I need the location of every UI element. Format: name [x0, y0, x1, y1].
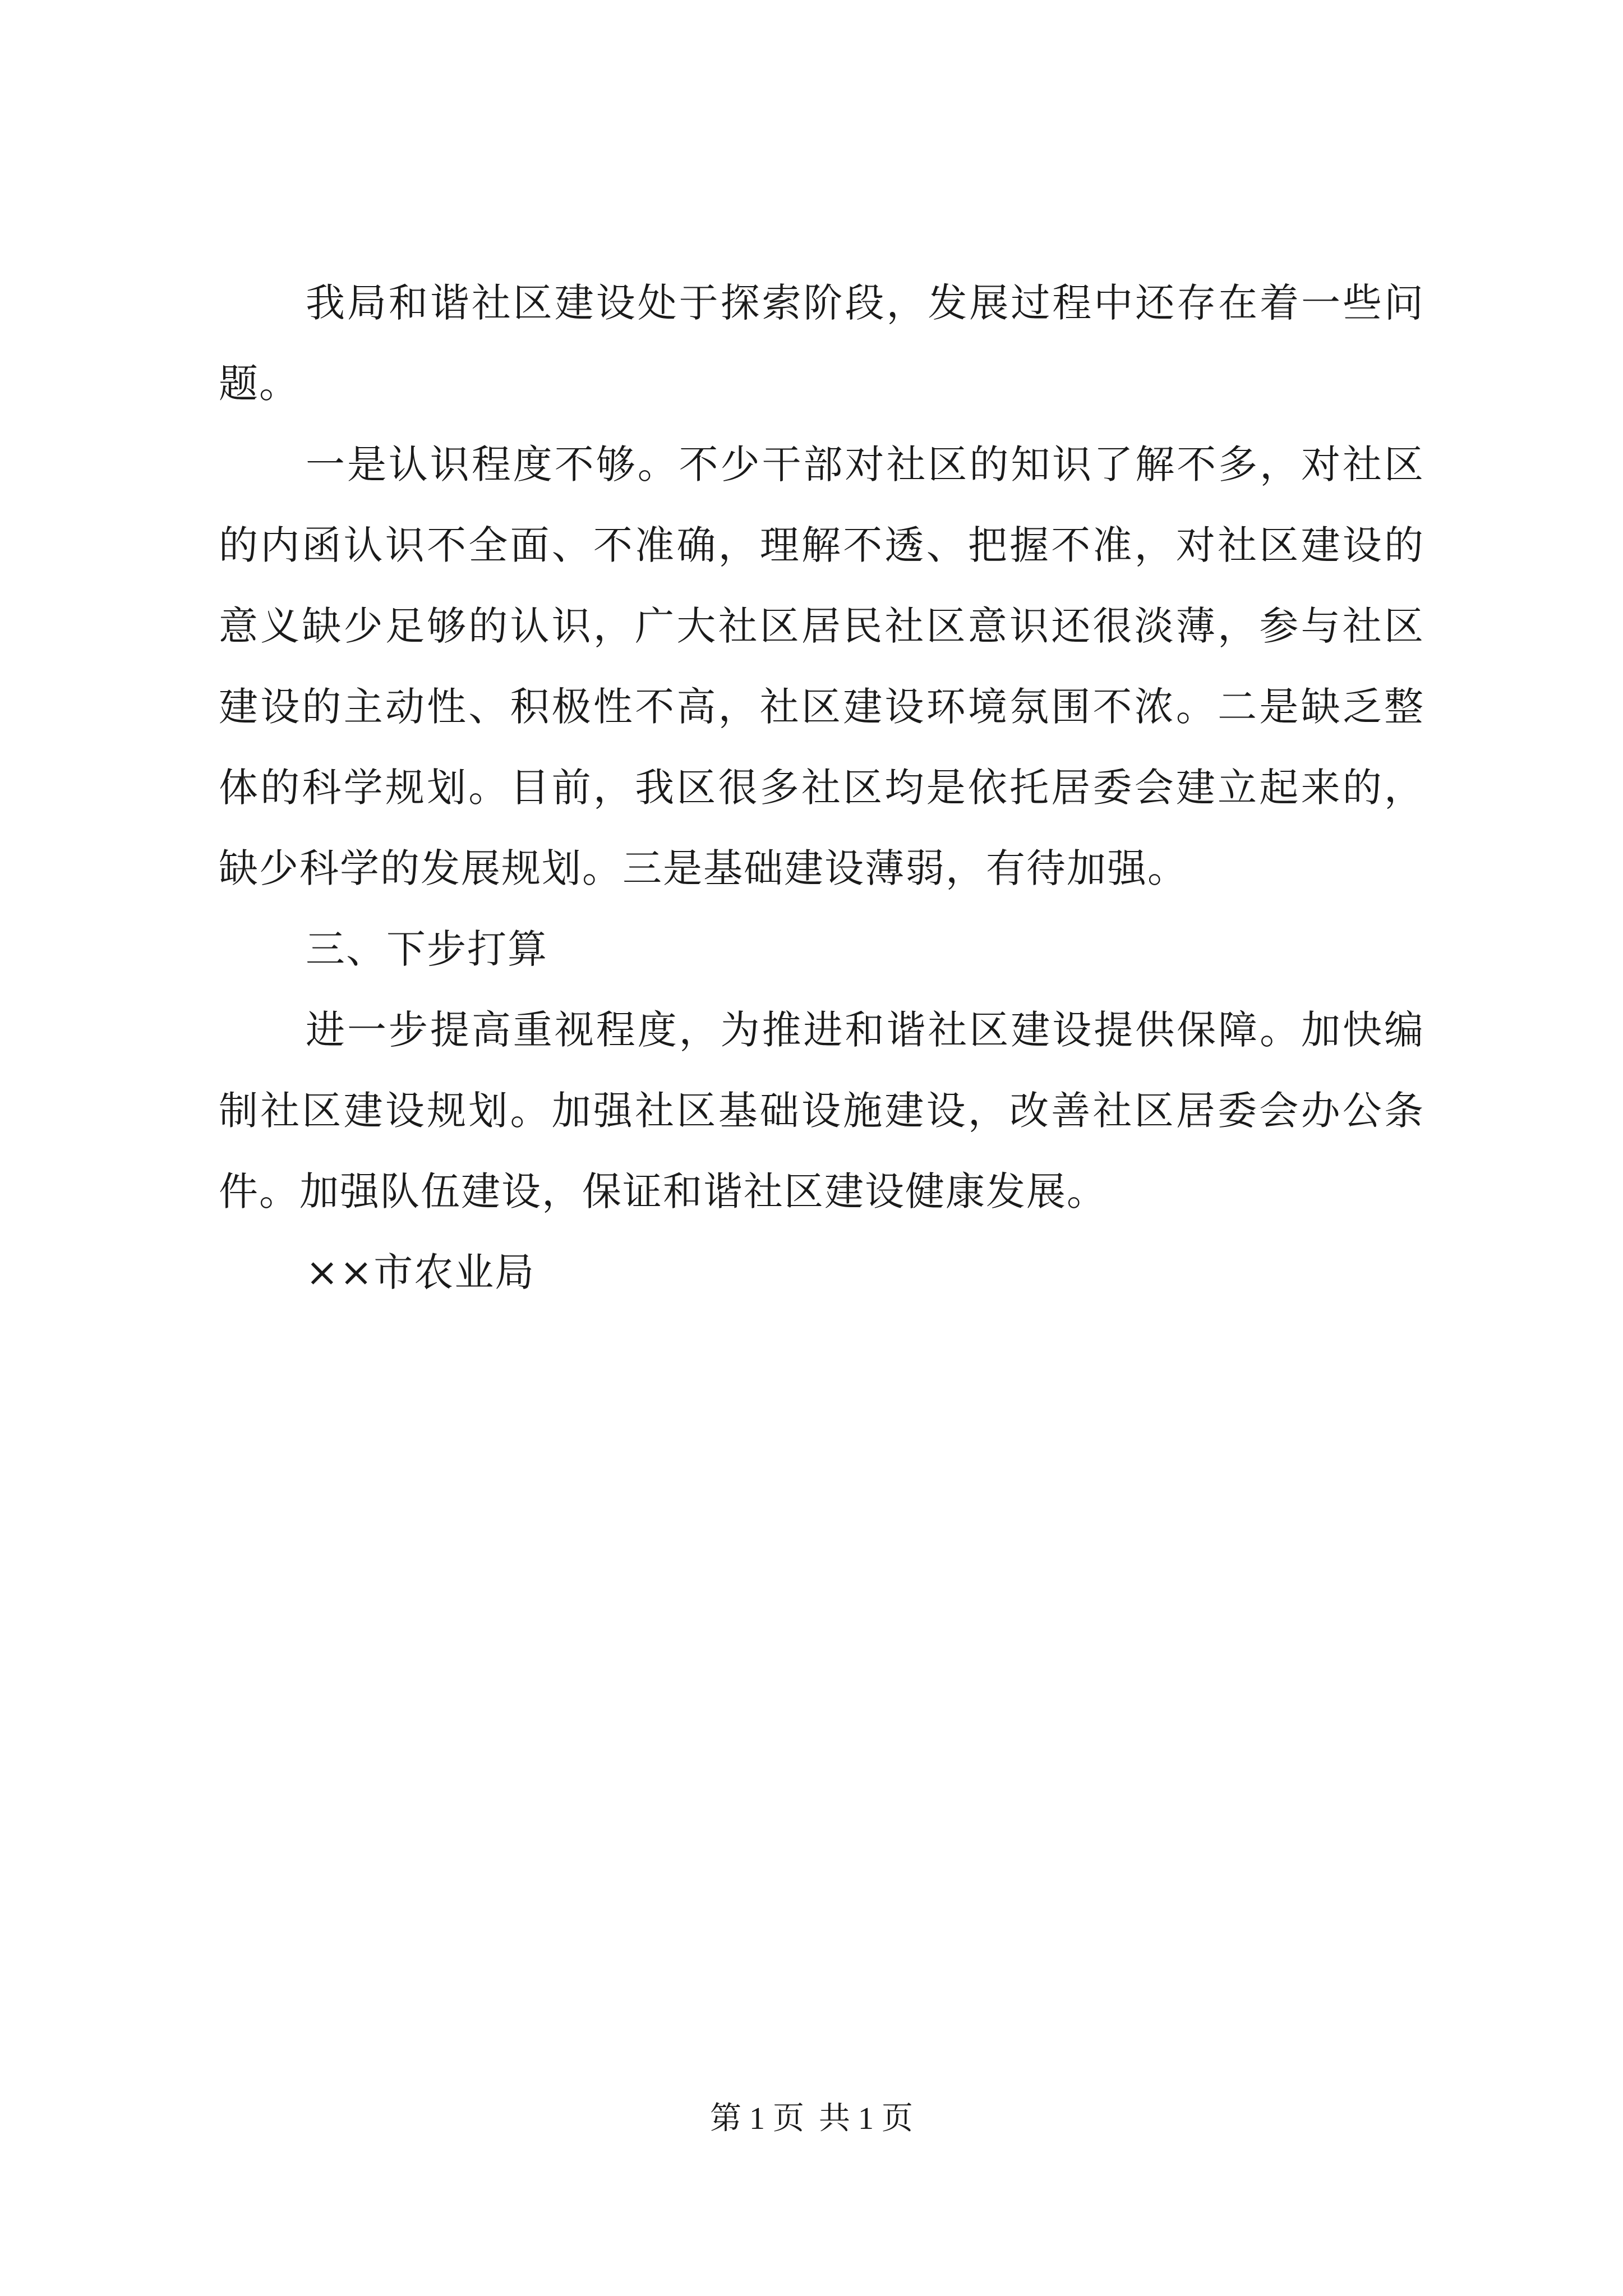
paragraph-problems-intro: 我局和谐社区建设处于探索阶段，发展过程中还存在着一些问题。: [219, 280, 1424, 407]
document-body: [219, 263, 1424, 1313]
page-footer: [0, 2099, 1623, 2138]
signature-organization: ××市农业局: [306, 1249, 536, 1295]
page-total: 共 1 页: [819, 2101, 913, 2136]
paragraph-problems-detail: 一是认识程度不够。不少干部对社区的知识了解不多，对社区的内函认识不全面、不准确，理解不透、把握不准，对社区建设的意义缺少足够的认识，广大社区居民社区意识还很淡薄，参与社区建设的主动性、积极性不高，社区建设环境氛围不浓。二是缺乏整体的科学规划。目前，我区很多社区均是依托居委会建立起来的，缺少科学的发展规划。三是基础建设薄弱，有待加强。: [219, 441, 1424, 891]
paragraph-next-steps: 进一步提高重视程度，为推进和谐社区建设提供保障。加快编制社区建设规划。加强社区基础设施建设，改善社区居委会办公条件。加强队伍建设，保证和谐社区建设健康发展。: [219, 1007, 1424, 1214]
section-heading-next-steps: 三、下步打算: [306, 926, 548, 972]
page-number: 第 1 页: [710, 2101, 804, 2136]
